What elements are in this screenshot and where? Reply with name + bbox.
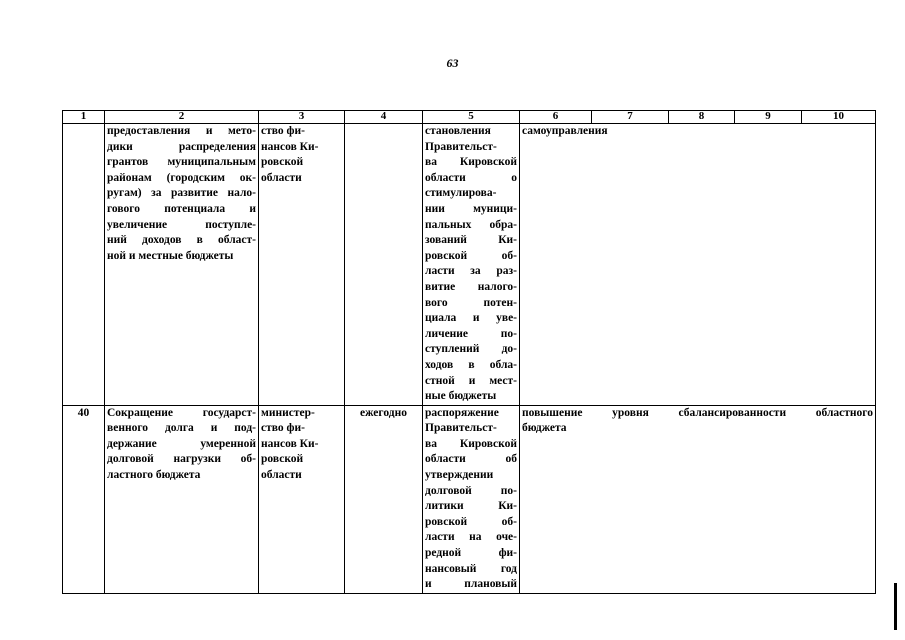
executor-line: министер- <box>261 406 315 419</box>
document-line: циала и уве- <box>425 312 517 325</box>
document-line: ходов в обла- <box>425 358 517 371</box>
executor-cell <box>259 124 345 406</box>
column-header: 1 <box>63 111 105 124</box>
task-line: держание умеренной <box>107 437 256 450</box>
document-line: стной и мест- <box>425 374 517 387</box>
document-line: литики Ки- <box>425 500 517 513</box>
plan-table <box>62 110 876 594</box>
document-line: редной фи- <box>425 547 517 560</box>
column-header: 3 <box>259 111 345 124</box>
term-cell <box>345 124 423 406</box>
document-line: нии муници- <box>425 202 517 215</box>
column-header: 7 <box>592 111 669 124</box>
task-line: долговой нагрузки об- <box>107 453 256 466</box>
executor-line: ровской <box>261 453 304 466</box>
document-cell <box>423 405 520 593</box>
document-line: ласти на оче- <box>425 531 517 544</box>
document-line: стимулирова- <box>425 187 497 200</box>
task-line: предоставления и мето- <box>107 125 256 137</box>
document-line: нансовый год <box>425 562 517 575</box>
document-line: и плановый <box>425 578 517 591</box>
column-header: 2 <box>105 111 259 124</box>
row-number <box>63 124 105 406</box>
task-line: грантов муниципальным <box>107 156 256 169</box>
document-line: личение по- <box>425 327 517 340</box>
result-line: бюджета <box>522 422 567 435</box>
column-header: 9 <box>735 111 802 124</box>
executor-line: нансов Ки- <box>261 437 319 450</box>
executor-line: ство фи- <box>261 125 305 137</box>
document-line: ласти за раз- <box>425 265 517 278</box>
document-cell <box>423 124 520 406</box>
document-line: ва Кировской <box>425 437 517 450</box>
document-line: ровской об- <box>425 515 517 528</box>
column-header: 8 <box>669 111 735 124</box>
result-cell <box>520 124 876 406</box>
task-line: гового потенциала и <box>107 202 256 215</box>
document-line: области о <box>425 171 517 184</box>
document-line: ступлений до- <box>425 343 517 356</box>
task-cell <box>105 124 259 406</box>
document-line: пальных обра- <box>425 218 517 231</box>
margin-rule <box>894 583 897 630</box>
executor-line: нансов Ки- <box>261 140 319 153</box>
header-row <box>63 111 876 124</box>
document-line: витие налого- <box>425 280 517 293</box>
result-line: самоуправления <box>522 125 608 137</box>
executor-cell <box>259 405 345 593</box>
document-line: зований Ки- <box>425 234 517 247</box>
term-cell: ежегодно <box>345 405 423 593</box>
executor-line: ство фи- <box>261 422 305 435</box>
task-line: ний доходов в област- <box>107 234 256 247</box>
document-line: распоряжение <box>425 406 499 419</box>
row-number: 40 <box>63 405 105 593</box>
task-line: ной и местные бюджеты <box>107 249 234 262</box>
document-line: становления <box>425 125 491 137</box>
column-header: 10 <box>802 111 876 124</box>
document-line: утверждении <box>425 469 494 482</box>
column-header: 5 <box>423 111 520 124</box>
executor-line: области <box>261 469 302 482</box>
column-header: 6 <box>520 111 592 124</box>
document-line: ные бюджеты <box>425 390 497 403</box>
document-line: ва Кировской <box>425 156 517 169</box>
document-line: Правительст- <box>425 422 497 435</box>
task-line: дики распределения <box>107 140 256 153</box>
task-line: увеличение поступле- <box>107 218 256 231</box>
result-line: повышение уровня сбалансированности областного <box>522 406 873 419</box>
document-line: Правительст- <box>425 140 497 153</box>
page-number: 63 <box>446 56 459 70</box>
document-line: долговой по- <box>425 484 517 497</box>
executor-line: ровской <box>261 156 304 169</box>
column-header: 4 <box>345 111 423 124</box>
document-line: ровской об- <box>425 249 517 262</box>
result-cell <box>520 405 876 593</box>
task-line: венного долга и под- <box>107 422 256 435</box>
table-row <box>63 124 876 406</box>
task-line: ругам) за развитие нало- <box>107 187 256 200</box>
task-line: ластного бюджета <box>107 469 201 482</box>
table-row <box>63 405 876 593</box>
executor-line: области <box>261 171 302 184</box>
task-cell <box>105 405 259 593</box>
document-line: вого потен- <box>425 296 517 309</box>
document-line: области об <box>425 453 517 466</box>
task-line: Сокращение государст- <box>107 406 256 419</box>
task-line: районам (городским ок- <box>107 171 256 184</box>
